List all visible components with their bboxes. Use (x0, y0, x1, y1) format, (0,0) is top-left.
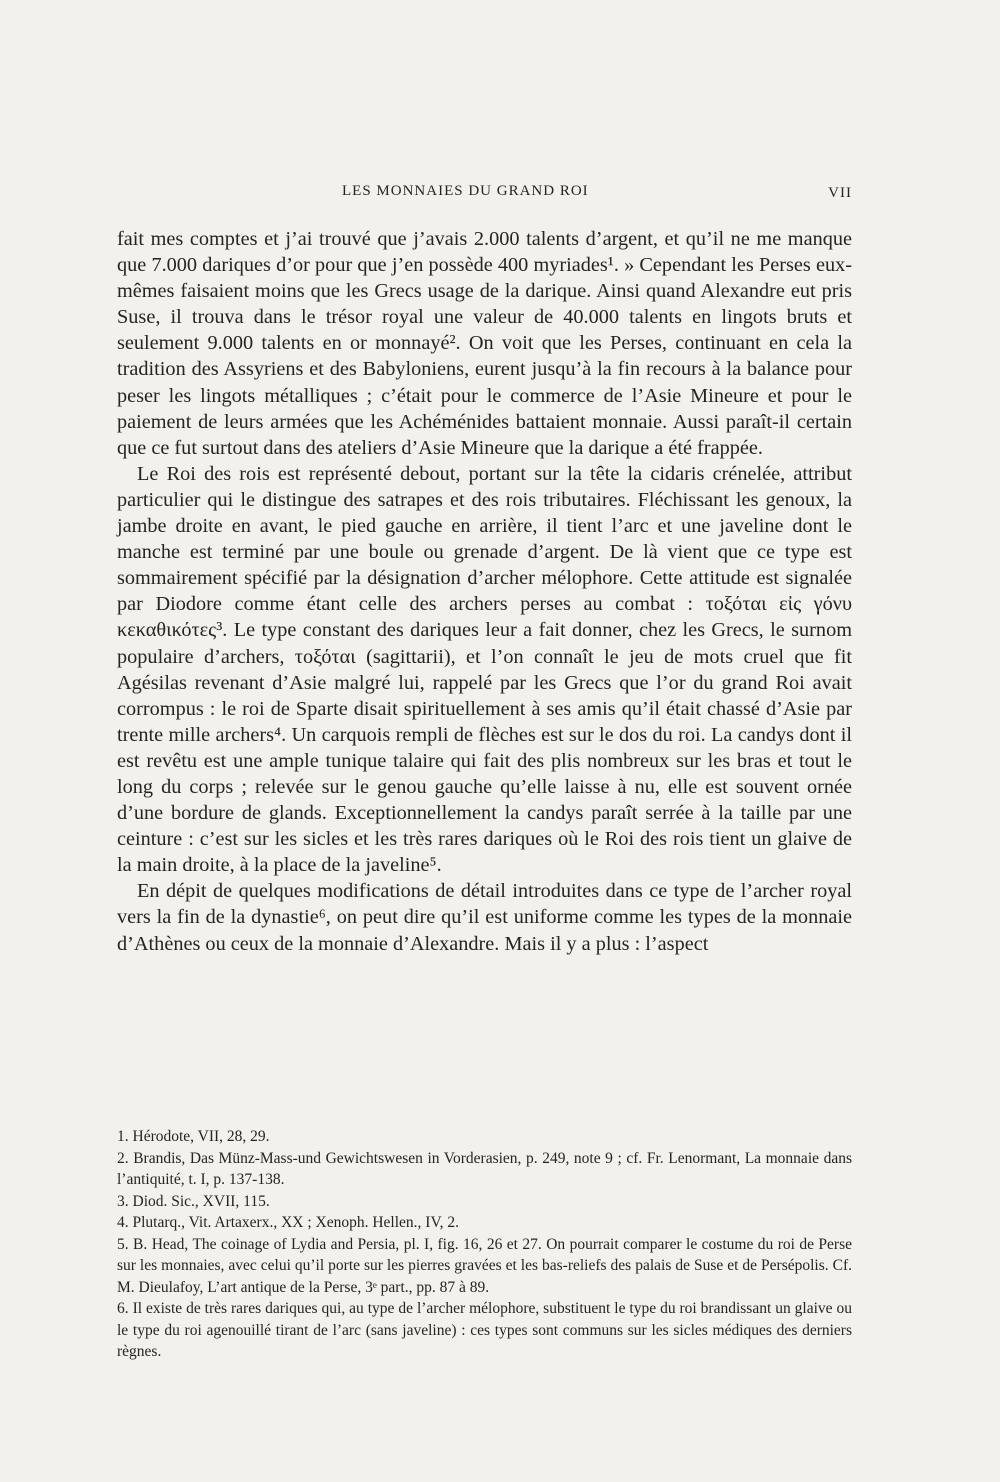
paragraph-1: fait mes comptes et j’ai trouvé que j’avais 2.000 talents d’argent, et qu’il ne me manque que 7.000 dariques d’or pour que j’en possède 400 myriades¹. » Cependant les Perses eux-mêmes faisaient moins que les Grecs usage de la darique. Ainsi quand Alexandre eut pris Suse, il trouva dans le trésor royal une valeur de 40.000 talents en lingots bruts et seulement 9.000 talents en or monnayé². On voit que les Perses, continuant en cela la tradition des Assyriens et des Babyloniens, eurent jusqu’à la fin recours à la balance pour peser les lingots métalliques ; c’était pour le commerce de l’Asie Mineure et pour le paiement de leurs armées que les Achéménides battaient monnaie. Aussi paraît-il certain que ce fut surtout dans des ateliers d’Asie Mineure que la darique a été frappée. (117, 228, 852, 459)
footnote-5: 5. B. Head, The coinage of Lydia and Persia, pl. I, fig. 16, 26 et 27. On pourrait comparer le costume du roi de Perse sur les monnaies, avec celui qu’il porte sur les pierres gravées et les bas-reliefs des palais de Suse et de Persépolis. Cf. M. Dieulafoy, L’art antique de la Perse, 3ᵉ part., pp. 87 à 89. (117, 1235, 852, 1296)
footnote-4: 4. Plutarq., Vit. Artaxerx., XX ; Xenoph. Hellen., IV, 2. (117, 1214, 460, 1231)
paragraph-2: Le Roi des rois est représenté debout, portant sur la tête la cidaris crénelée, attribut particulier qui le distingue des satrapes et des rois tributaires. Fléchissant les genoux, la jambe droite en avant, le pied gauche en arrière, il tient l’arc et une javeline dont le manche est terminé par une boule ou grenade d’argent. De là vient que ce type est sommairement spécifié par la désignation d’archer mélophore. Cette attitude est signalée par Diodore comme étant celle des archers perses au combat : τοξόται εἰς γόνυ κεκαθικότες³. Le type constant des dariques leur a fait donner, chez les Grecs, le surnom populaire d’archers, τοξόται (sagittarii), et l’on connaît le jeu de mots cruel que fit Agésilas revenant d’Asie malgré lui, rappelé par les Grecs que l’or du grand Roi avait corrompus : le roi de Sparte disait spirituellement à ses amis qu’il était chassé d’Asie par trente mille archers⁴. Un carquois rempli de flèches est sur le dos du roi. La candys dont il est revêtu est une ample tunique talaire qui fait des plis nombreux sur les bras et tout le long du corps ; relevée sur le genou gauche qu’elle laisse à nu, elle est souvent ornée d’une bordure de glands. Exceptionnellement la candys paraît serrée à la taille par une ceinture : c’est sur les sicles et les très rares dariques où le Roi des rois tient un glaive de la main droite, à la place de la javeline⁵. (117, 462, 852, 877)
page-header (117, 183, 852, 209)
footnotes (117, 1126, 852, 1363)
footnote-1: 1. Hérodote, VII, 28, 29. (117, 1128, 270, 1145)
footnote-6: 6. Il existe de très rares dariques qui, au type de l’archer mélophore, substituent le type du roi brandissant un glaive ou le type du roi agenouillé tirant de l’arc (sans javeline) : ces types sont communs sur les sicles médiques des derniers règnes. (117, 1300, 852, 1360)
footnote-3: 3. Diod. Sic., XVII, 115. (117, 1192, 270, 1210)
footnote-2: 2. Brandis, Das Münz-Mass-und Gewichtswesen in Vorderasien, p. 249, note 9 ; cf. Fr. Lenormant, La monnaie dans l’antiquité, t. I, p. 137-138. (117, 1149, 852, 1188)
body-text (117, 226, 852, 957)
running-title: LES MONNAIES DU GRAND ROI (342, 183, 589, 199)
paragraph-3: En dépit de quelques modifications de détail introduites dans ce type de l’archer royal vers la fin de la dynastie⁶, on peut dire qu’il est uniforme comme les types de la monnaie d’Athènes ou ceux de la monnaie d’Alexandre. Mais il y a plus : l’aspect (117, 880, 852, 955)
page-number: VII (828, 185, 852, 201)
